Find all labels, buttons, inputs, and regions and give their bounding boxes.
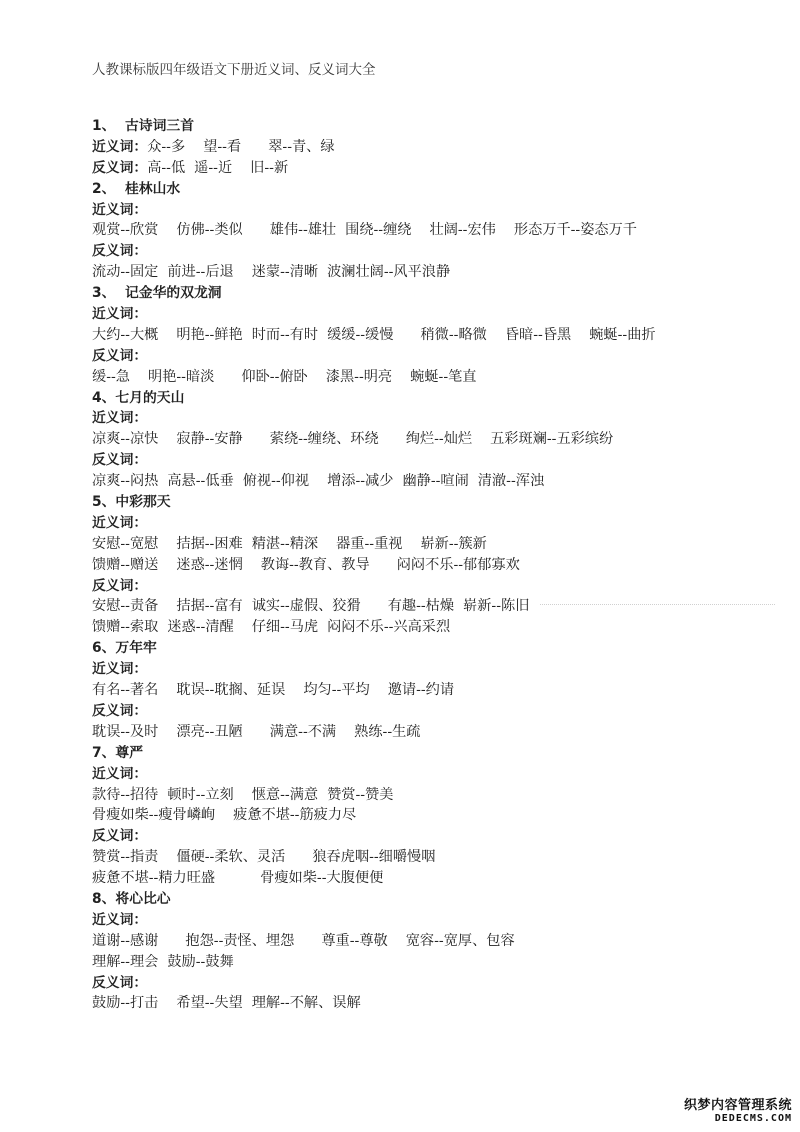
word-pairs: 赞赏--指责 僵硬--柔软、灵活 狼吞虎咽--细嚼慢咽: [92, 849, 436, 866]
word-pairs: 馈赠--索取 迷惑--清醒 仔细--马虎 闷闷不乐--兴高采烈: [92, 619, 451, 636]
word-pairs: 安慰--宽慰 拮据--困难 精湛--精深 器重--重视 崭新--簇新: [92, 535, 487, 552]
antonym-label: 反义词：: [92, 347, 148, 364]
word-pairs: 观赏--欣赏 仿佛--类似 雄伟--雄壮 围绕--缠绕 壮阔--宏伟 形态万千--姿态万千: [92, 222, 637, 239]
synonym-label: 近义词：: [92, 911, 148, 928]
entry-label: 反义词：: [92, 159, 148, 176]
section-heading: 6、万年牢: [92, 640, 157, 657]
word-pairs: 款待--招待 顿时--立刻 惬意--满意 赞赏--赞美: [92, 786, 394, 803]
synonym-label: 近义词：: [92, 201, 148, 218]
word-pairs: 鼓励--打击 希望--失望 理解--不解、误解: [92, 995, 361, 1012]
watermark-domain: DEDECMS.COM: [714, 1113, 792, 1124]
antonym-label: 反义词：: [92, 577, 148, 594]
word-pairs: 流动--固定 前进--后退 迷蒙--清晰 波澜壮阔--风平浪静: [92, 264, 451, 281]
word-pairs: 凉爽--闷热 高悬--低垂 俯视--仰视 增添--减少 幽静--喧闹 清澈--浑浊: [92, 473, 545, 490]
watermark-text: 织梦内容管理系统: [683, 1098, 792, 1113]
section-heading: 2、 桂林山水: [92, 180, 181, 197]
entry-text: 高--低 遥--近 旧--新: [147, 159, 289, 176]
word-pairs: 缓--急 明艳--暗淡 仰卧--俯卧 漆黑--明亮 蜿蜒--笔直: [92, 368, 477, 385]
document-title: 人教课标版四年级语文下册近义词、反义词大全: [92, 62, 376, 78]
document-body: [92, 116, 782, 1014]
entry-label: 近义词：: [92, 138, 148, 155]
section-heading: 1、 古诗词三首: [92, 118, 194, 134]
section-heading: 8、将心比心: [92, 890, 171, 907]
section-heading: 3、 记金华的双龙洞: [92, 285, 222, 302]
watermark: [684, 1099, 792, 1124]
word-pairs: 理解--理会 鼓励--鼓舞: [92, 953, 234, 970]
synonym-label: 近义词：: [92, 765, 148, 782]
dotted-divider: [540, 604, 775, 605]
word-pairs: 馈赠--赠送 迷惑--迷惘 教诲--教育、教导 闷闷不乐--郁郁寡欢: [92, 556, 520, 573]
antonym-label: 反义词：: [92, 243, 148, 260]
word-pairs: 大约--大概 明艳--鲜艳 时而--有时 缓缓--缓慢 稍微--略微 昏暗--昏黑 蜿蜒--曲折: [92, 326, 656, 343]
antonym-label: 反义词：: [92, 452, 148, 469]
antonym-label: 反义词：: [92, 974, 148, 991]
word-pairs: 道谢--感谢 抱怨--责怪、埋怨 尊重--尊敬 宽容--宽厚、包容: [92, 932, 515, 949]
word-pairs: 骨瘦如柴--瘦骨嶙峋 疲惫不堪--筋疲力尽: [92, 807, 357, 824]
word-pairs: 凉爽--凉快 寂静--安静 萦绕--缠绕、环绕 绚烂--灿烂 五彩斑斓--五彩缤纷: [92, 431, 614, 448]
section-heading: 5、中彩那天: [92, 494, 171, 511]
synonym-label: 近义词：: [92, 514, 148, 531]
word-pairs: 有名--著名 耽误--耽搁、延误 均匀--平均 邀请--约请: [92, 682, 455, 699]
synonym-label: 近义词：: [92, 410, 148, 427]
word-pairs: 耽误--及时 漂亮--丑陋 满意--不满 熟练--生疏: [92, 723, 421, 740]
word-pairs: 疲惫不堪--精力旺盛 骨瘦如柴--大腹便便: [92, 870, 384, 887]
entry-text: 众--多 望--看 翠--青、绿: [147, 138, 335, 155]
antonym-label: 反义词：: [92, 702, 148, 719]
section-heading: 4、七月的天山: [92, 389, 185, 406]
antonym-label: 反义词：: [92, 828, 148, 845]
inline-entry: [92, 158, 782, 179]
inline-entry: [92, 137, 782, 158]
word-pairs: 安慰--责备 拮据--富有 诚实--虚假、狡猾 有趣--枯燥 崭新--陈旧: [92, 598, 530, 615]
synonym-label: 近义词：: [92, 661, 148, 678]
synonym-label: 近义词：: [92, 306, 148, 323]
section-heading: 7、尊严: [92, 744, 143, 761]
